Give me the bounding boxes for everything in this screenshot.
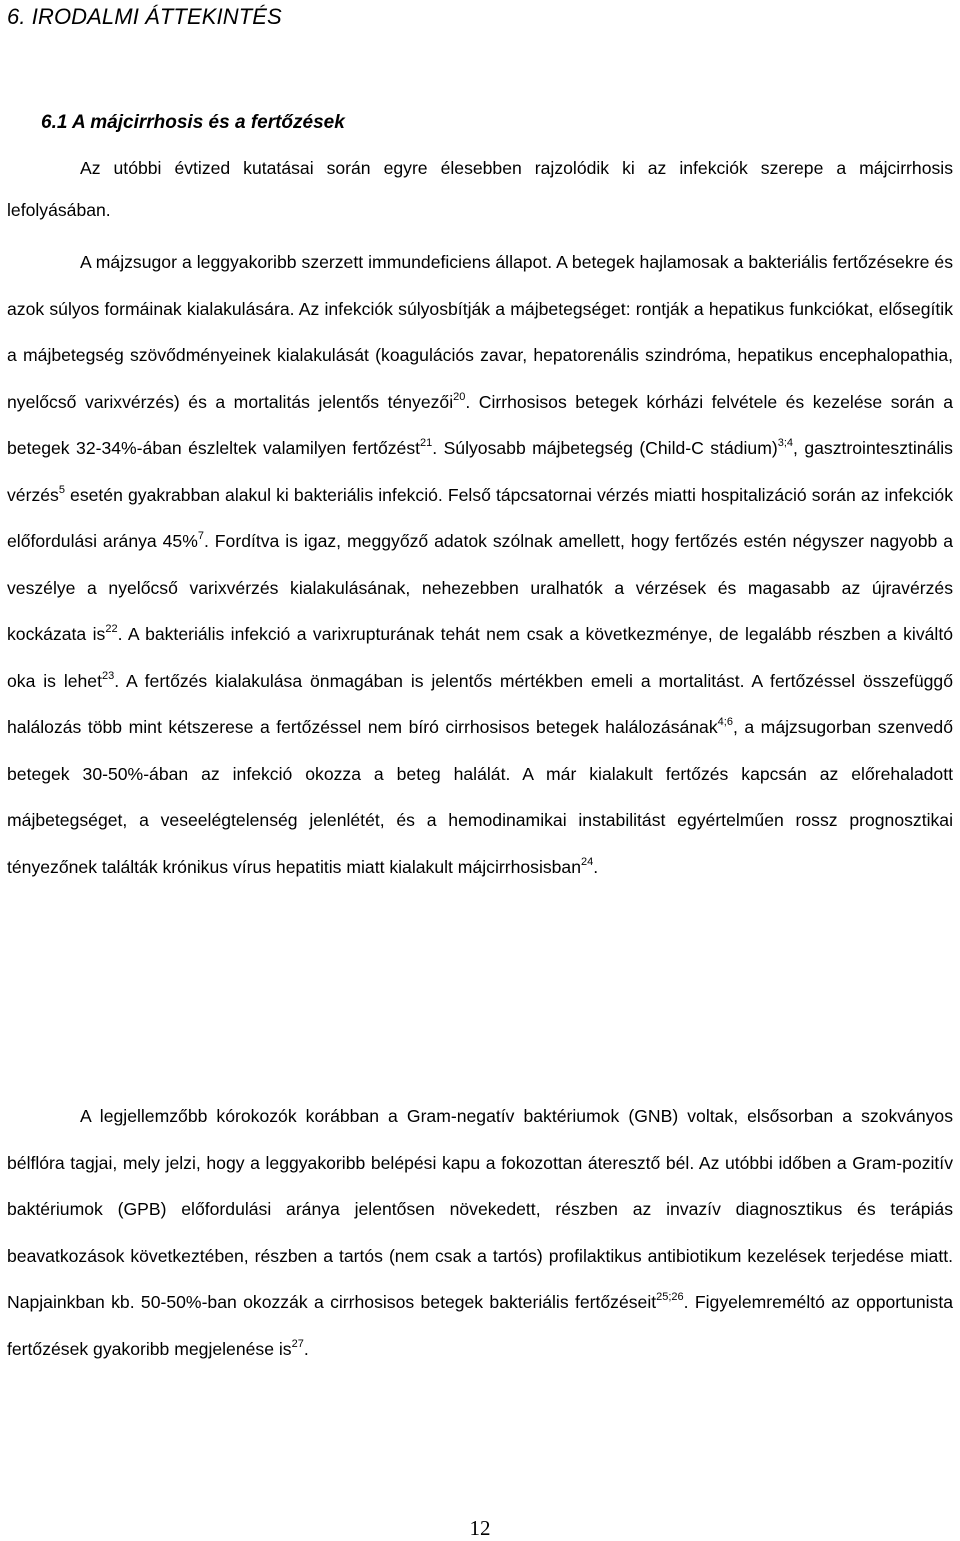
paragraph-text: , a májzsugorban szenvedő betegek 30-50%-ában az infekció okozza a beteg halálát. A már kialakult fertőzés kapcsán az előrehaladott májbetegséget, a veseelégtelenség jelenlétét, és a hemodinamikai instabilitást egyértelműen rossz prognosztikai tényezőnek találták krónikus vírus hepatitis miatt kialakult májcirrhosisban <box>7 717 954 877</box>
reference-marker: 3;4 <box>777 437 794 449</box>
reference-marker: 27 <box>291 1337 304 1350</box>
paragraph-text: . A fertőzés kialakulása önmagában is jelentős mértékben emeli a mortalitást. A fertőzéssel összefüggő halálozás több mint kétszerese a fertőzéssel nem bíró cirrhosisos betegek halálozásának <box>7 670 953 737</box>
page-number: 12 <box>469 1516 491 1540</box>
reference-marker: 25;26 <box>656 1291 684 1303</box>
reference-marker: 21 <box>420 437 433 449</box>
paragraph-text: . <box>303 1338 309 1359</box>
paragraph-text: . Figyelemreméltó az opportunista fertőzések gyakoribb megjelenése is <box>7 1292 953 1359</box>
paragraph-text: . Cirrhosisos betegek kórházi felvétele és kezelése során a betegek 32-34%-ában észleltek valamilyen fertőzést <box>7 391 953 458</box>
reference-marker: 20 <box>453 390 466 403</box>
paragraph-pathogens <box>7 1093 953 1372</box>
paragraph-text: . A bakteriális infekció a varixrupturának tehát nem csak a következménye, de legalább részben a kiváltó oka is lehet <box>7 624 953 691</box>
paragraph-text: esetén gyakrabban alakul ki bakteriális infekció. Felső tápcsatornai vérzés miatti hospitalizáció során az infekciók előfordulási aránya 45% <box>7 484 953 551</box>
chapter-title: 6. IRODALMI ÁTTEKINTÉS <box>7 4 282 29</box>
reference-marker: 24 <box>581 855 594 868</box>
paragraph-text: . Fordítva is igaz, meggyőző adatok szólnak amellett, hogy fertőzés estén négyszer nagyobb a veszélye a nyelőcső varixvérzés kialakulásának, nehezebben uralhatók a vérzések és magasabb az újravérzés kockázata is <box>7 531 953 644</box>
reference-marker: 22 <box>105 623 118 635</box>
paragraph-infections <box>7 239 953 890</box>
section-title: 6.1 A májcirrhosis és a fertőzések <box>41 112 345 133</box>
paragraph-text: A májzsugor a leggyakoribb szerzett immundeficiens állapot. A betegek hajlamosak a bakteriális fertőzésekre és azok súlyos formáinak kialakulására. Az infekciók súlyosbítják a májbetegséget: rontják a hepatikus funkciókat, elősegítik a májbetegség szövődményeinek kialakulását (koagulációs zavar, hepatorenális szindróma, hepatikus encephalopathia, nyelőcső varixvérzés) és a mortalitás jelentős tényezői <box>7 252 953 412</box>
paragraph-intro: Az utóbbi évtized kutatásai során egyre élesebben rajzolódik ki az infekciók szerepe a májcirrhosis lefolyásában. <box>7 158 953 220</box>
reference-marker: 7 <box>197 530 204 542</box>
reference-marker: 4;6 <box>717 716 733 728</box>
paragraph-text: A legjellemzőbb kórokozók korábban a Gram-negatív baktériumok (GNB) voltak, elsősorban a szokványos bélflóra tagjai, mely jelzi, hogy a leggyakoribb belépési kapu a fokozottan áteresztő bél. Az utóbbi időben a Gram-pozitív baktériumok (GPB) előfordulási aránya jelentősen növekedett, részben az invazív diagnosztikus és terápiás beavatkozások következtében, részben a tartós (nem csak a tartós) profilaktikus antibiotikum kezelések terjedése miatt. Napjainkban kb. 50-50%-ban okozzák a cirrhosisos betegek bakteriális fertőzéseit <box>7 1106 953 1312</box>
paragraph-text: , gasztrointesztinális vérzés <box>7 438 953 505</box>
paragraph-text: . <box>593 856 599 877</box>
reference-marker: 23 <box>101 669 115 682</box>
paragraph-text: . Súlyosabb májbetegség (Child-C stádium) <box>432 438 778 458</box>
reference-marker: 5 <box>58 483 65 496</box>
